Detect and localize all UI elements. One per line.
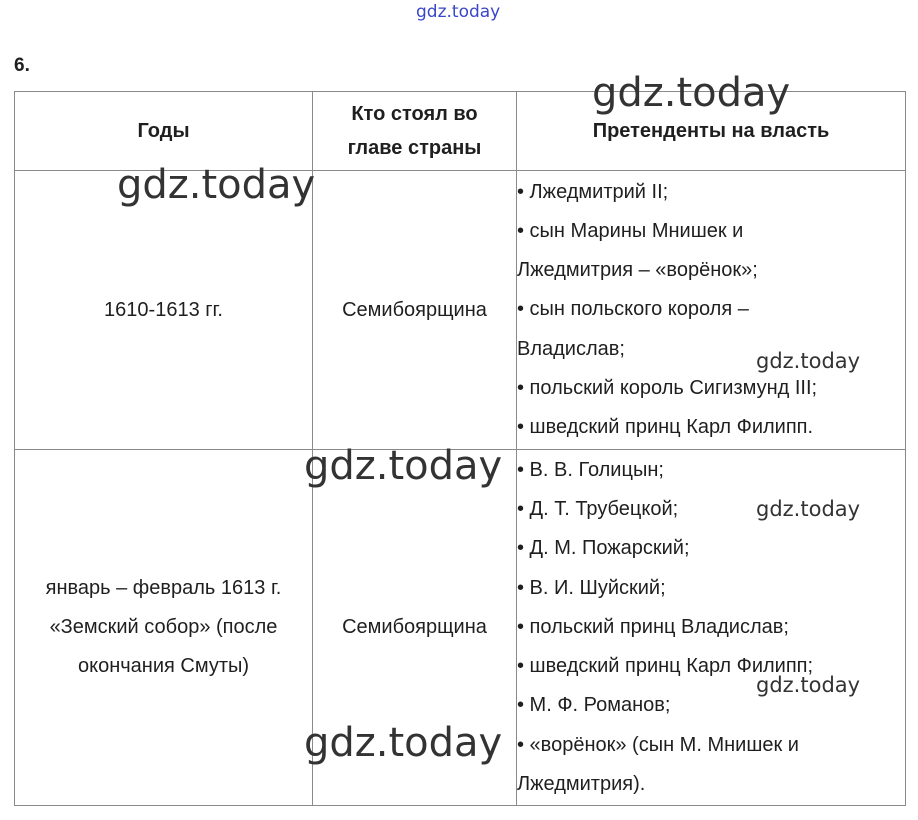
pretender-line: • В. И. Шуйский; — [517, 576, 666, 599]
pretender-line: • Д. Т. Трубецкой; — [517, 498, 679, 521]
watermark-text: gdz.today — [756, 673, 861, 697]
task-number: 6. — [14, 55, 30, 76]
pretender-line: • Д. М. Пожарский; — [517, 537, 690, 560]
cell-leader: Семибоярщина — [313, 171, 517, 450]
pretender-line: • «ворёнок» (сын М. Мнишек и — [517, 733, 799, 756]
years-line: «Земский собор» (после — [49, 616, 278, 638]
cell-leader: Семибоярщина — [313, 450, 517, 806]
years-line: 1610-1613 гг. — [104, 298, 223, 321]
pretender-line: • сын польского короля – — [517, 298, 749, 321]
pretender-line: • сын Марины Мнишек и — [517, 219, 744, 242]
watermark-text: gdz.today — [756, 349, 861, 373]
header-leader — [313, 92, 517, 171]
header-leader-line1: Кто стоял во — [351, 103, 478, 125]
header-years: Годы — [15, 92, 313, 171]
pretender-line: Владислав; — [517, 337, 625, 360]
watermark-text: gdz.today — [304, 443, 503, 489]
pretender-line: • польский король Сигизмунд III; — [517, 376, 818, 399]
cell-years — [15, 450, 313, 806]
watermark-text: gdz.today — [304, 720, 503, 766]
pretender-line: Лжедмитрия – «ворёнок»; — [517, 259, 758, 282]
pretender-line: Лжедмитрия). — [517, 772, 646, 795]
cell-years — [15, 171, 313, 450]
pretender-line: • Лжедмитрий II; — [517, 180, 669, 203]
years-line: январь – февраль 1613 г. — [45, 577, 282, 599]
watermark-text: gdz.today — [117, 162, 316, 208]
cell-pretenders — [517, 171, 906, 450]
table-row — [15, 171, 906, 450]
watermark-text: gdz.today — [592, 70, 791, 116]
pretender-line: • В. В. Голицын; — [517, 459, 664, 482]
pretender-line: • М. Ф. Романов; — [517, 694, 671, 717]
pretender-line: • шведский принц Карл Филипп; — [517, 655, 814, 678]
watermark-text: gdz.today — [756, 497, 861, 521]
pretender-line: • польский принц Владислав; — [517, 615, 789, 638]
pretender-line: • шведский принц Карл Филипп. — [517, 416, 814, 438]
header-pretenders: Претенденты на власть — [517, 92, 906, 171]
header-leader-line2: главе страны — [347, 137, 482, 159]
years-line: окончания Смуты) — [77, 655, 250, 677]
watermark-text[interactable]: gdz.today — [416, 2, 501, 22]
